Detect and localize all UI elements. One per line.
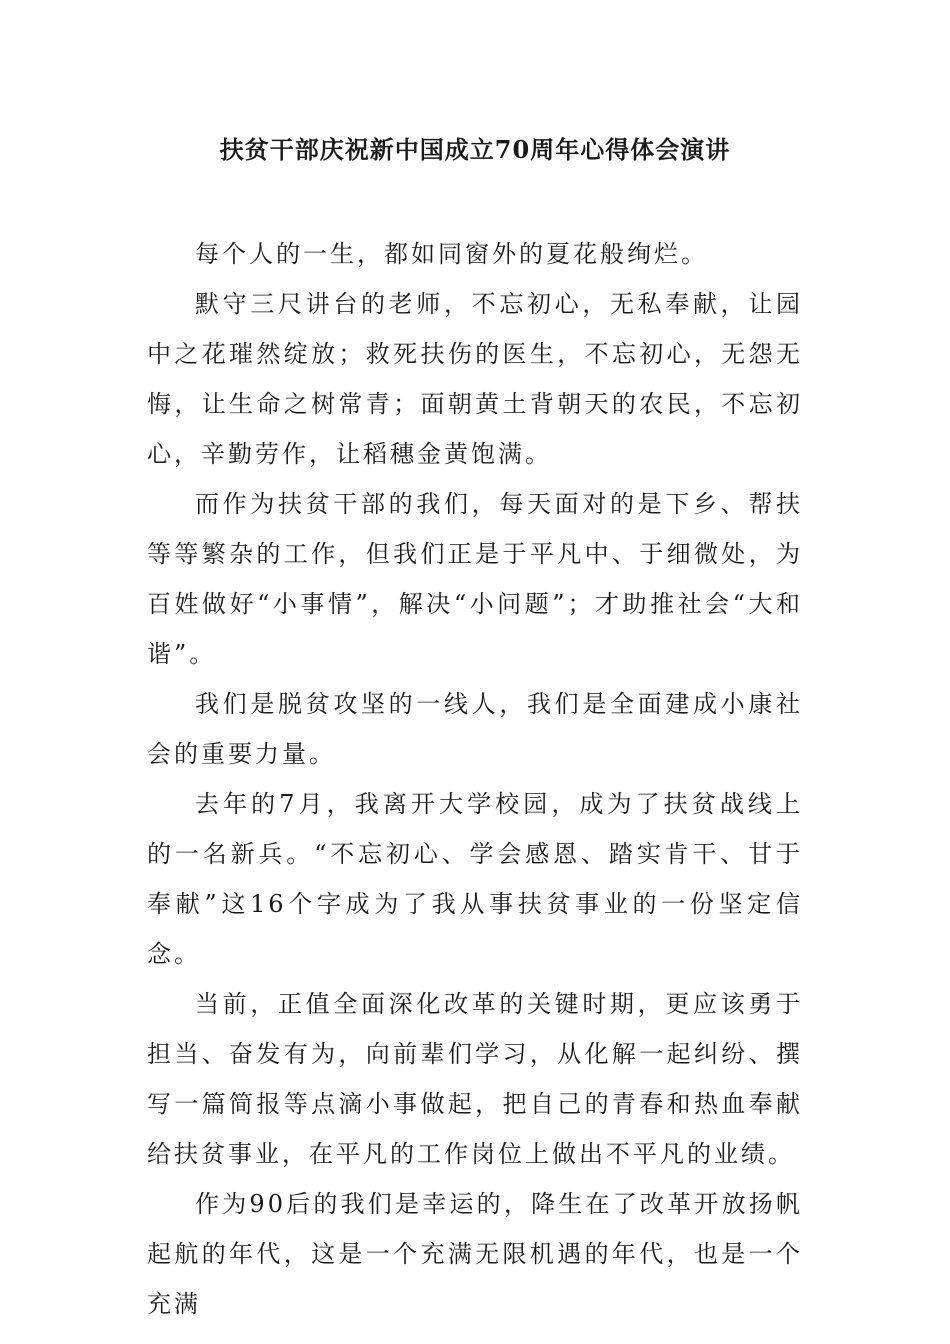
paragraph-6: 当前，正值全面深化改革的关键时期，更应该勇于担当、奋发有为，向前辈们学习，从化解一起纠纷、撰写一篇简报等点滴小事做起，把自己的青春和热血奉献给扶贫事业，在平凡的工作岗位上做出不平凡的业绩。 bbox=[147, 990, 803, 1168]
document-body bbox=[147, 229, 803, 1329]
paragraph-2: 默守三尺讲台的老师，不忘初心，无私奉献，让园中之花璀然绽放；救死扶伤的医生，不忘初心，无怨无悔，让生命之树常青；面朝黄土背朝天的农民，不忘初心，辛勤劳作，让稻穗金黄饱满。 bbox=[147, 290, 803, 468]
paragraph-1: 每个人的一生，都如同窗外的夏花般绚烂。 bbox=[195, 240, 708, 268]
document-title: 扶贫干部庆祝新中国成立70周年心得体会演讲 bbox=[219, 135, 731, 164]
paragraph-3: 而作为扶贫干部的我们，每天面对的是下乡、帮扶等等繁杂的工作，但我们正是于平凡中、于细微处，为百姓做好“小事情”，解决“小问题”；才助推社会“大和谐”。 bbox=[147, 490, 803, 668]
paragraph-4: 我们是脱贫攻坚的一线人，我们是全面建成小康社会的重要力量。 bbox=[147, 690, 803, 768]
paragraph-5: 去年的7月，我离开大学校园，成为了扶贫战线上的一名新兵。“不忘初心、学会感恩、踏实肯干、甘于奉献”这16个字成为了我从事扶贫事业的一份坚定信念。 bbox=[147, 790, 803, 968]
paragraph-7: 作为90后的我们是幸运的，降生在了改革开放扬帆起航的年代，这是一个充满无限机遇的年代，也是一个充满 bbox=[147, 1190, 803, 1318]
